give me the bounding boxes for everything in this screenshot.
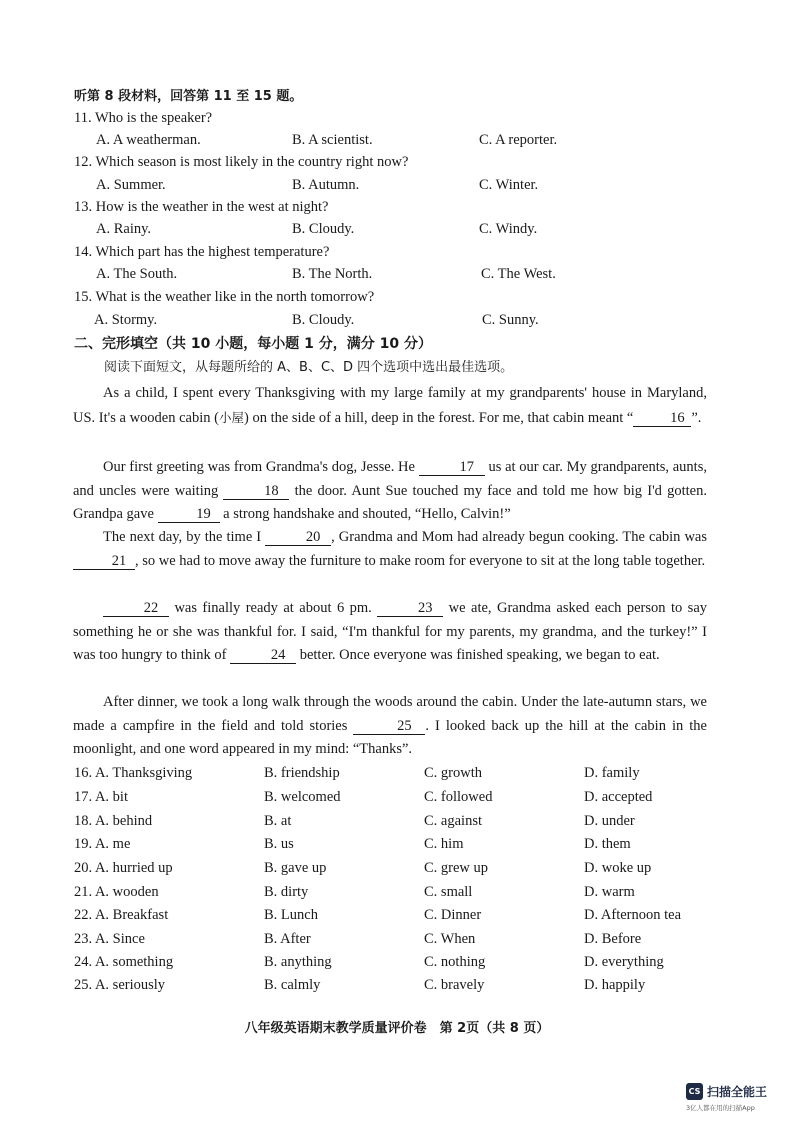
q11-option-c: C. A reporter.	[479, 132, 558, 148]
cloze-paragraph-4	[73, 597, 707, 668]
question-13: 13. How is the weather in the west at night?	[74, 199, 329, 215]
blank-24: 24	[230, 647, 296, 664]
q14-option-a: A. The South.	[96, 266, 178, 282]
q13-option-a: A. Rainy.	[96, 221, 152, 237]
q18-option-a: 18. A. behind	[74, 813, 153, 829]
q20-option-a: 20. A. hurried up	[74, 860, 173, 876]
q24-option-d: D. everything	[584, 954, 664, 970]
q24-option-c: C. nothing	[424, 954, 486, 970]
blank-22: 22	[103, 600, 169, 617]
q16-option-a: 16. A. Thanksgiving	[74, 765, 193, 781]
q19-option-b: B. us	[264, 836, 294, 852]
p3-text-a: The next day, by the time I	[103, 529, 266, 545]
q21-option-a: 21. A. wooden	[74, 884, 159, 900]
cloze-instruction: 阅读下面短文，从每题所给的 A、B、C、D 四个选项中选出最佳选项。	[104, 360, 514, 375]
q22-option-c: C. Dinner	[424, 907, 482, 923]
cloze-paragraph-1	[73, 382, 707, 430]
q23-option-b: B. After	[264, 931, 311, 947]
p3-text-b: , Grandma and Mom had already begun cooking. The cabin was	[331, 529, 707, 545]
page-footer: 八年级英语期末教学质量评价卷 第 2页（共 8 页）	[244, 1021, 550, 1036]
p4-text-a: was finally ready at about 6 pm.	[169, 600, 378, 616]
cloze-paragraph-5	[73, 691, 707, 762]
q14-option-c: C. The West.	[481, 266, 556, 282]
q19-option-d: D. them	[584, 836, 631, 852]
p4-text-b: we ate, Grandma asked each person to say something he or she was thankful for. I said, “I'm thankful for my parents, my grandma, and the turkey!” I was too hungry to think of	[73, 600, 707, 663]
blank-21: 21	[73, 553, 135, 570]
section8-instruction: 听第 8 段材料，回答第 11 至 15 题。	[74, 89, 303, 104]
cloze-paragraph-3	[73, 526, 707, 573]
p1-text-a: As a child, I spent every Thanksgiving with my large family at my grandparents' house in Maryland, US. It's a wooden cabin (	[73, 385, 707, 426]
q12-option-b: B. Autumn.	[292, 177, 360, 193]
q12-option-a: A. Summer.	[96, 177, 166, 193]
q24-option-a: 24. A. something	[74, 954, 174, 970]
q21-option-b: B. dirty	[264, 884, 309, 900]
q12-option-c: C. Winter.	[479, 177, 539, 193]
question-15: 15. What is the weather like in the north tomorrow?	[74, 289, 375, 305]
p2-text-b: us at our car. My grandparents, aunts, and uncles were waiting	[73, 459, 707, 499]
blank-16: 16	[633, 410, 691, 427]
q14-option-b: B. The North.	[292, 266, 373, 282]
p2-text-c: the door. Aunt Sue touched my face and told me how big I'd gotten. Grandpa gave	[73, 482, 707, 522]
q15-option-b: B. Cloudy.	[292, 312, 355, 328]
p1-text-b: ) on the side of a hill, deep in the forest. For me, that cabin meant “	[244, 409, 634, 426]
q13-option-b: B. Cloudy.	[292, 221, 355, 237]
q22-option-b: B. Lunch	[264, 907, 318, 923]
q15-option-a: A. Stormy.	[94, 312, 158, 328]
q22-option-d: D. Afternoon tea	[584, 907, 682, 923]
cs-logo-icon: CS	[686, 1083, 703, 1100]
q20-option-d: D. woke up	[584, 860, 652, 876]
q16-option-c: C. growth	[424, 765, 482, 781]
blank-18: 18	[223, 483, 289, 500]
p3-text-c: , so we had to move away the furniture to make room for everyone to sit at the long table together.	[135, 552, 706, 569]
q19-option-a: 19. A. me	[74, 836, 131, 852]
q22-option-a: 22. A. Breakfast	[74, 907, 169, 923]
q25-option-d: D. happily	[584, 977, 646, 993]
q23-option-a: 23. A. Since	[74, 931, 145, 947]
p2-text-d: a strong handshake and shouted, “Hello, Calvin!”	[219, 506, 511, 522]
blank-19: 19	[158, 506, 220, 523]
question-14: 14. Which part has the highest temperature?	[74, 244, 330, 260]
q23-option-c: C. When	[424, 931, 476, 947]
scanner-tagline: 3亿人都在用的扫描App	[686, 1104, 755, 1112]
q11-option-a: A. A weatherman.	[96, 132, 201, 148]
q20-option-c: C. grew up	[424, 860, 489, 876]
p1-text-c: ”.	[691, 409, 702, 426]
q19-option-c: C. him	[424, 836, 464, 852]
q13-option-c: C. Windy.	[479, 221, 538, 237]
cloze-heading: 二、完形填空（共 10 小题，每小题 1 分，满分 10 分）	[74, 336, 432, 352]
q20-option-b: B. gave up	[264, 860, 327, 876]
q25-option-c: C. bravely	[424, 977, 485, 993]
q17-option-a: 17. A. bit	[74, 789, 128, 805]
p2-text-a: Our first greeting was from Grandma's dog, Jesse. He	[103, 459, 419, 475]
q11-option-b: B. A scientist.	[292, 132, 373, 148]
q15-option-c: C. Sunny.	[482, 312, 539, 328]
question-11: 11. Who is the speaker?	[74, 110, 213, 126]
blank-23: 23	[377, 600, 443, 617]
q24-option-b: B. anything	[264, 954, 332, 970]
p5-text-b: . I looked back up the hill at the cabin in the moonlight, and one word appeared in my mind: “Thanks”.	[73, 717, 707, 757]
blank-25: 25	[353, 718, 425, 735]
q23-option-d: D. Before	[584, 931, 642, 947]
q25-option-b: B. calmly	[264, 977, 321, 993]
scanner-watermark	[686, 1083, 767, 1100]
q18-option-d: D. under	[584, 813, 635, 829]
scanner-app-name: 扫描全能王	[707, 1085, 768, 1099]
p5-text-a: After dinner, we took a long walk through the woods around the cabin. Under the late-autumn stars, we made a campfire in the field and told stories	[73, 694, 707, 734]
q17-option-c: C. followed	[424, 789, 493, 805]
cloze-paragraph-2	[73, 456, 707, 527]
q25-option-a: 25. A. seriously	[74, 977, 166, 993]
p4-text-c: better. Once everyone was finished speaking, we began to eat.	[296, 647, 660, 663]
blank-17: 17	[419, 459, 485, 476]
q16-option-d: D. family	[584, 765, 640, 781]
q17-option-b: B. welcomed	[264, 789, 341, 805]
q16-option-b: B. friendship	[264, 765, 340, 781]
q18-option-c: C. against	[424, 813, 482, 829]
blank-20: 20	[265, 529, 331, 546]
q18-option-b: B. at	[264, 813, 292, 829]
q21-option-d: D. warm	[584, 884, 635, 900]
q21-option-c: C. small	[424, 884, 473, 900]
q17-option-d: D. accepted	[584, 789, 653, 805]
question-12: 12. Which season is most likely in the country right now?	[74, 154, 409, 170]
p1-text-cjk: 小屋	[218, 409, 244, 425]
